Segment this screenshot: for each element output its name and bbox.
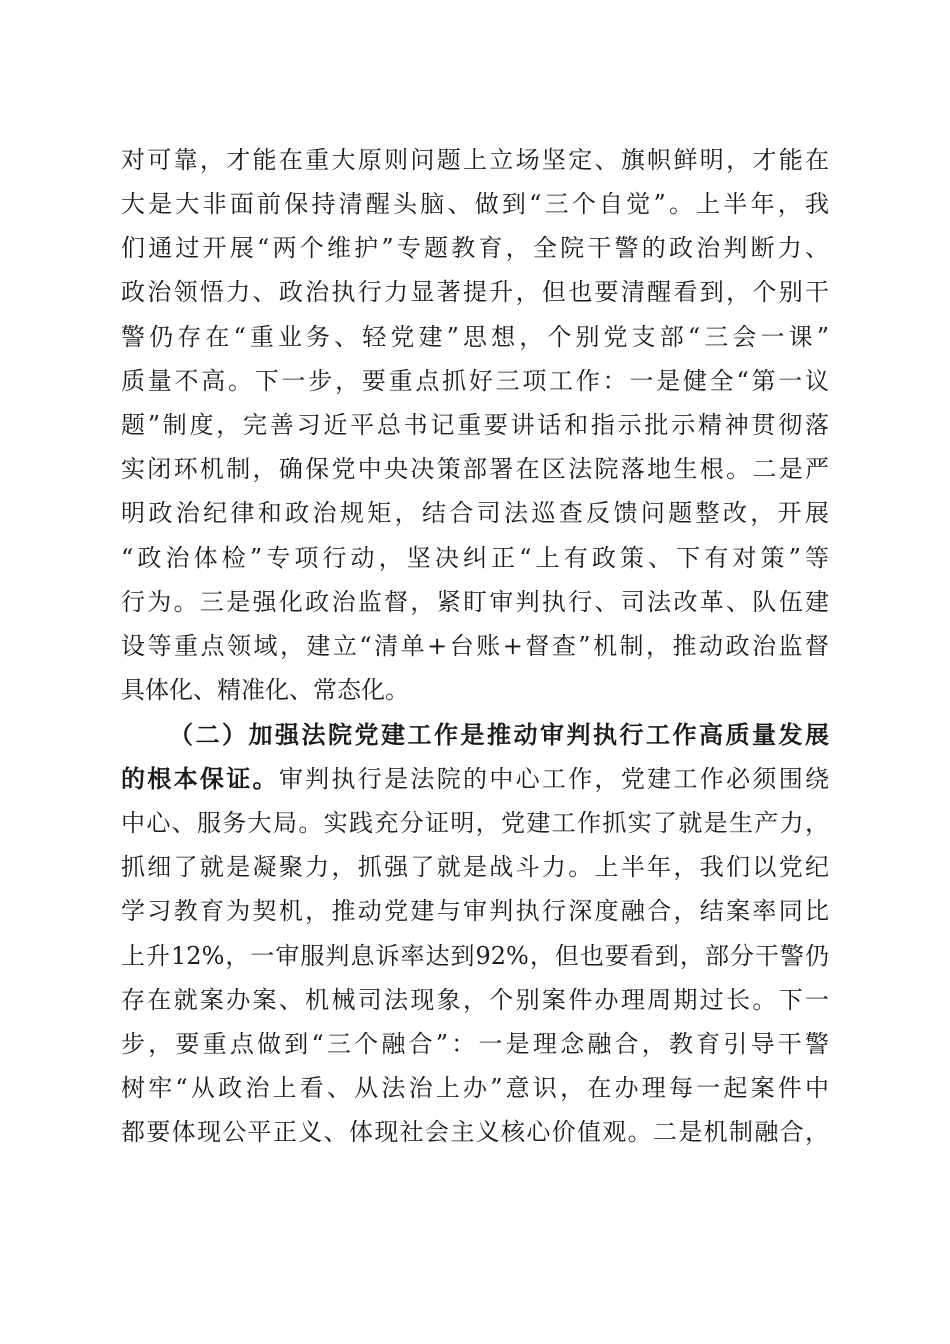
body-line: 对可靠，才能在重大原则问题上立场坚定、旗帜鲜明，才能在 (121, 146, 829, 174)
body-line: 们通过开展“两个维护”专题教育，全院干警的政治判断力、 (121, 234, 829, 262)
body-line: 明政治纪律和政治规矩，结合司法巡查反馈问题整改，开展 (121, 499, 829, 527)
body-line: 设等重点领域，建立“清单+台账+督查”机制，推动政治监督 (121, 632, 829, 660)
body-line: 质量不高。下一步，要重点抓好三项工作：一是健全“第一议 (121, 367, 829, 395)
body-line: 警仍存在“重业务、轻党建”思想，个别党支部“三会一课” (121, 323, 829, 351)
body-line: 政治领悟力、政治执行力显著提升，但也要清醒看到，个别干 (121, 278, 829, 306)
body-line: “政治体检”专项行动，坚决纠正“上有政策、下有对策”等 (121, 544, 829, 572)
body-line: 行为。三是强化政治监督，紧盯审判执行、司法改革、队伍建 (121, 588, 829, 616)
body-line: 实闭环机制，确保党中央决策部署在区法院落地生根。二是严 (121, 455, 829, 483)
section-heading: （二）加强法院党建工作是推动审判执行工作高质量发展 (169, 720, 829, 749)
body-line: 存在就案办案、机械司法现象，个别案件办理周期过长。下一 (121, 986, 829, 1014)
body-line: 都要体现公平正义、体现社会主义核心价值观。二是机制融合， (121, 1118, 829, 1146)
body-line: 学习教育为契机，推动党建与审判执行深度融合，结案率同比 (121, 897, 829, 925)
section-heading-continued: 的根本保证。审判执行是法院的中心工作，党建工作必须围绕 (121, 764, 830, 793)
body-line: 题”制度，完善习近平总书记重要讲话和指示批示精神贯彻落 (121, 411, 829, 439)
body-line: 大是大非面前保持清醒头脑、做到“三个自觉”。上半年，我 (121, 190, 829, 218)
body-line: 步，要重点做到“三个融合”：一是理念融合，教育引导干警 (121, 1030, 829, 1058)
body-line: 中心、服务大局。实践充分证明，党建工作抓实了就是生产力， (121, 809, 829, 837)
body-line: 具体化、精准化、常态化。 (121, 676, 409, 704)
body-line: 树牢“从政治上看、从法治上办”意识，在办理每一起案件中 (121, 1074, 829, 1102)
body-line: 抓细了就是凝聚力，抓强了就是战斗力。上半年，我们以党纪 (121, 853, 829, 881)
body-line: 上升12%，一审服判息诉率达到92%，但也要看到，部分干警仍 (121, 942, 829, 970)
